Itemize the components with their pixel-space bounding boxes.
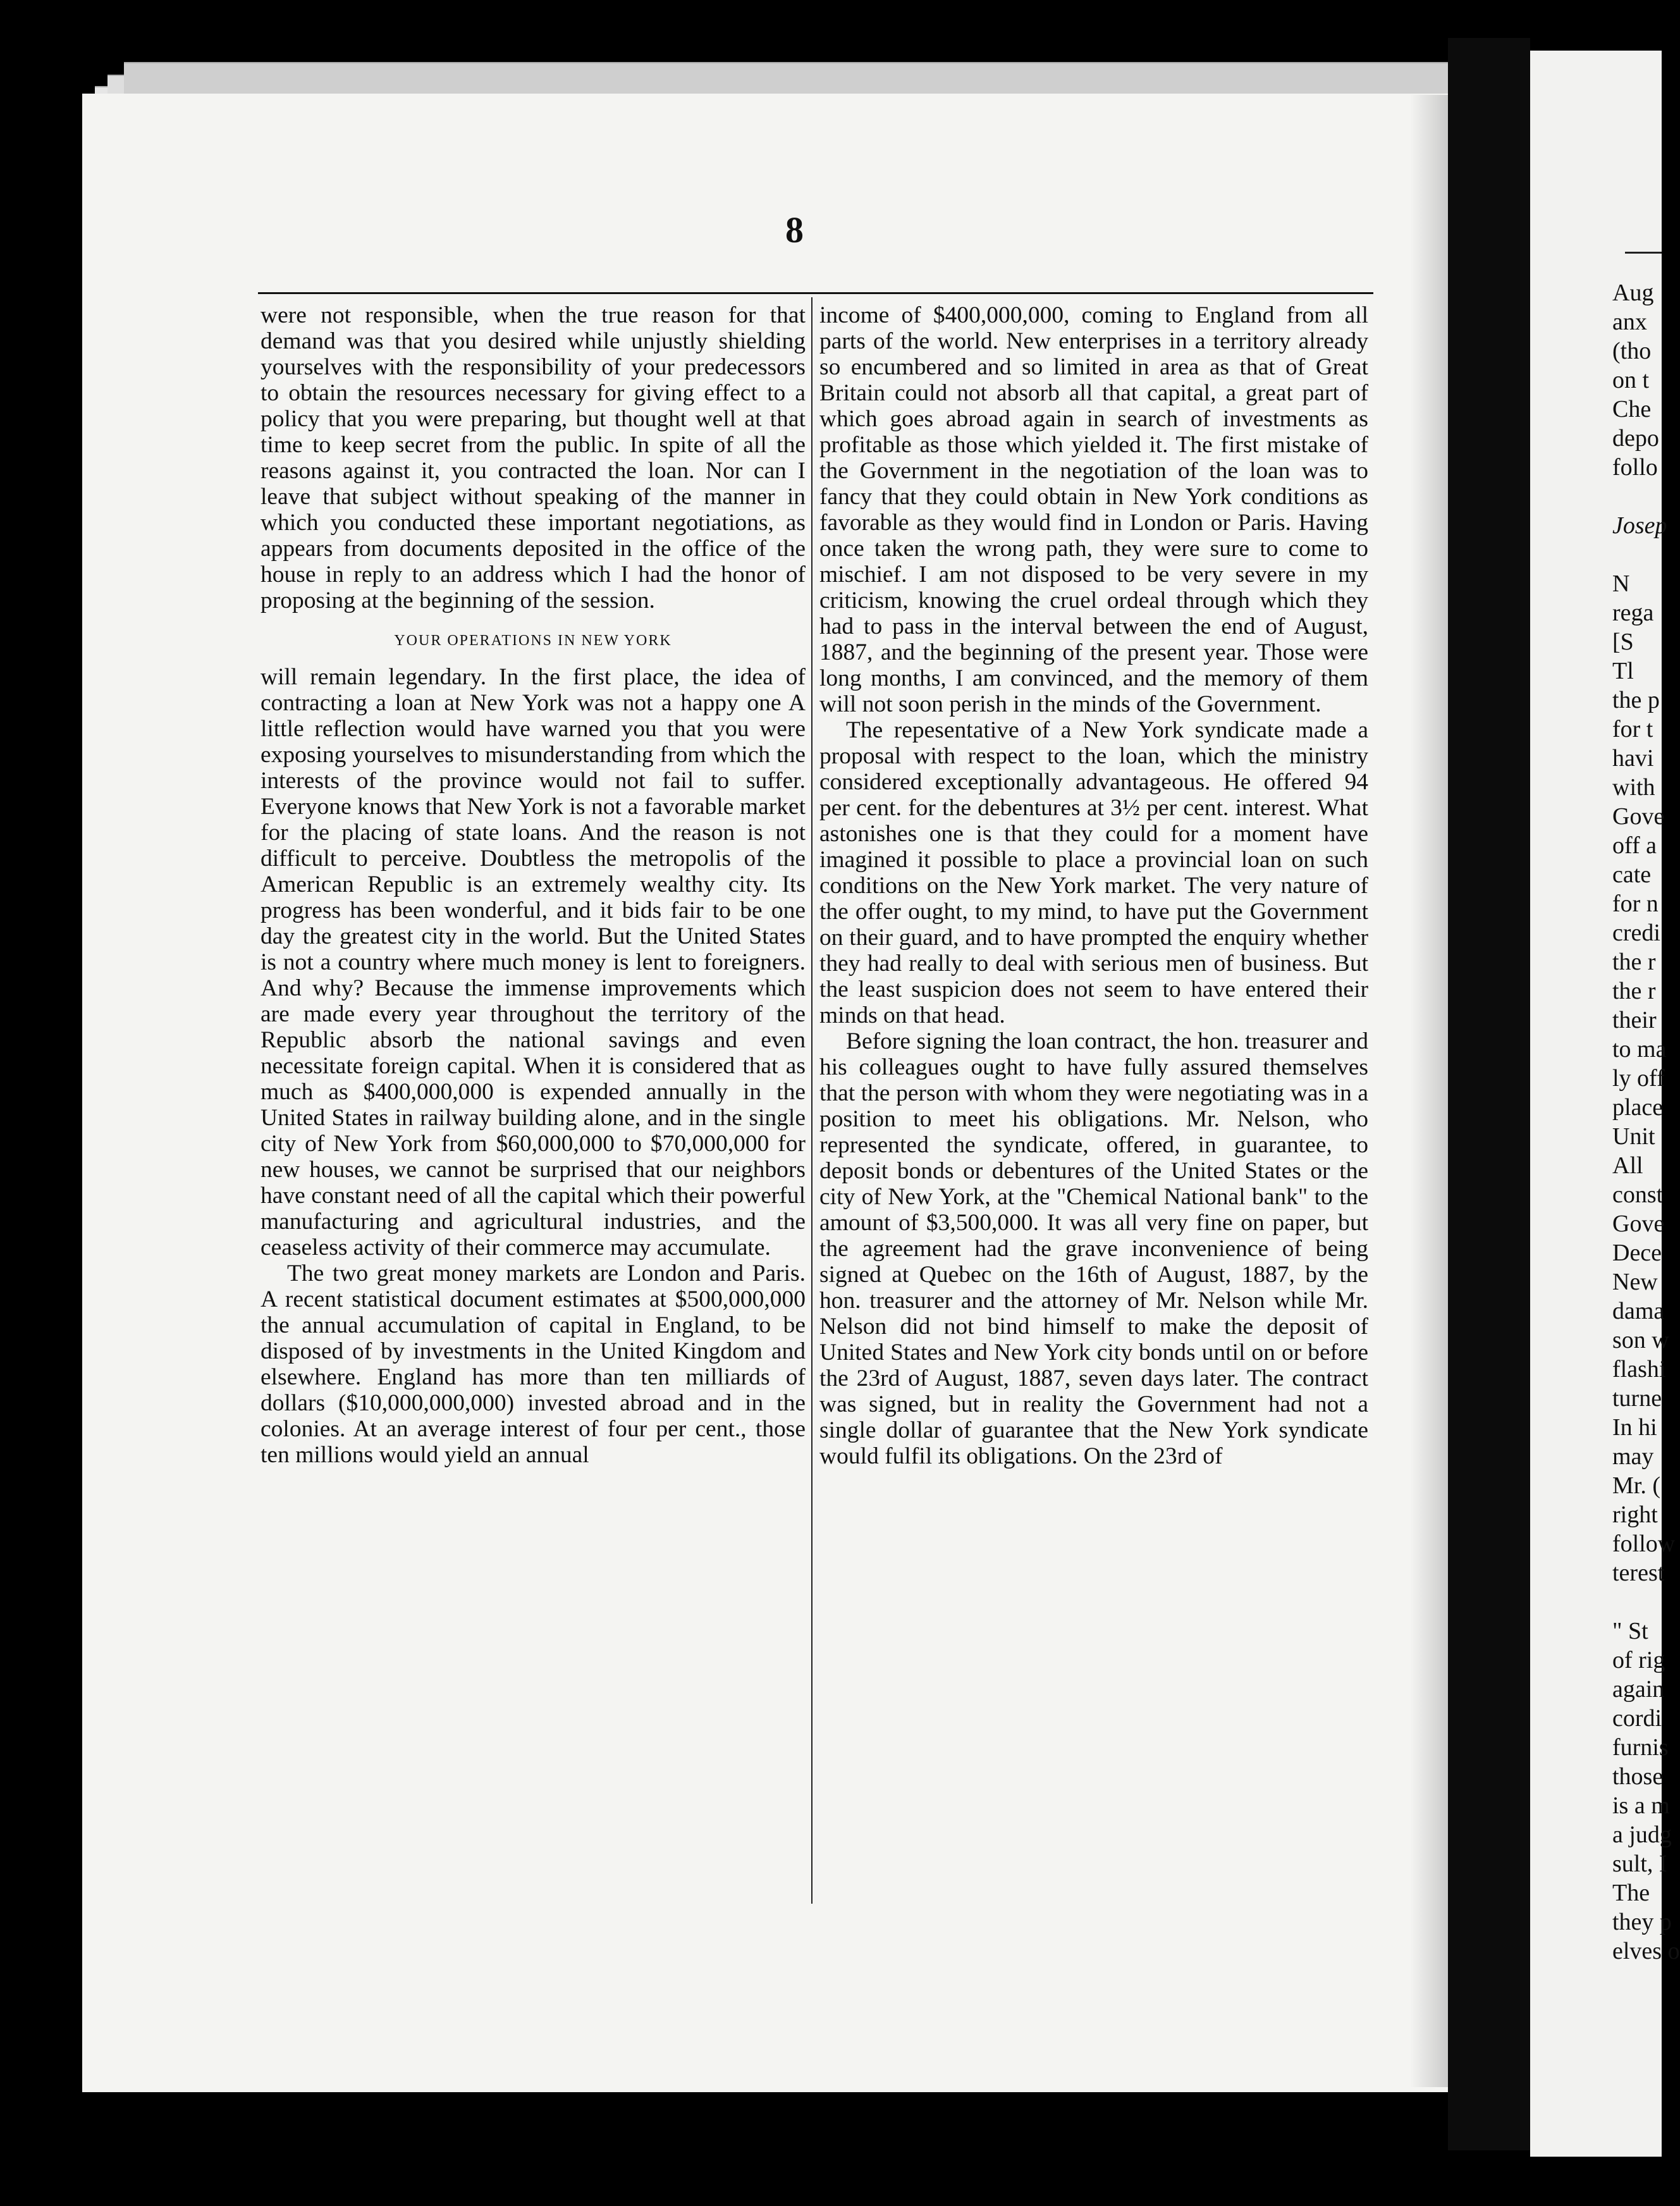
facing-page-line: elves o (1612, 1938, 1680, 1964)
facing-page-line: follo (1612, 454, 1658, 481)
facing-page-line: rega (1612, 600, 1654, 626)
paragraph: The two great money markets are London and Paris. A recent statistical document estimates at $500,000,000 the annual accumulation of capital in England, to be disposed of by investments in the United Kingdom and elsewhere. England has more than ten milliards of dollars ($10,000,000,000) invested abroad and in the colonies. At an average interest of four per cent., those ten millions would yield an annual (261, 1260, 806, 1468)
facing-page-line: New (1612, 1269, 1658, 1295)
facing-page-line: Tl (1612, 658, 1634, 684)
facing-page-line: anx (1612, 309, 1647, 335)
facing-page-line (1612, 540, 1662, 569)
page-number: 8 (785, 209, 804, 250)
facing-page-line: Unit (1612, 1123, 1655, 1150)
facing-page-line: cate (1612, 861, 1652, 888)
facing-page-line: the r (1612, 978, 1656, 1004)
facing-page-line: Dece (1612, 1240, 1662, 1266)
facing-page-line: depo (1612, 425, 1659, 452)
facing-page-line: again (1612, 1676, 1665, 1703)
facing-page-line: All (1612, 1152, 1643, 1179)
facing-page-line: The (1612, 1880, 1650, 1906)
facing-page-line: son w (1612, 1327, 1669, 1353)
facing-page-line: off a (1612, 832, 1657, 859)
facing-page-line: follow (1612, 1531, 1676, 1557)
facing-page-line: furnis (1612, 1734, 1669, 1761)
facing-page-line: turne (1612, 1385, 1662, 1412)
facing-page-line: the p (1612, 687, 1660, 713)
paragraph: Before signing the loan contract, the hon. treasurer and his colleagues ought to have fully assured themselves that the person with whom they were negotiating was in a position to meet his obligations. Mr. Nelson, who represented the syndicate, offered, in guarantee, to deposit bonds or debentures of the United States or the city of New York, at the "Chemical National bank" to the amount of $3,500,000. It was all very fine on paper, but the agreement had the grave inconvenience of being signed at Quebec on the 16th of August, 1887, by the hon. treasurer and the attorney of Mr. Nelson while Mr. Nelson did not bind himself to make the deposit of United States and New York city bonds until on or before the 23rd of August, 1887, seven days later. The contract was signed, but in reality the Government had not a single dollar of guarantee that the New York syndicate would fulfil its obligations. On the 23rd of (819, 1028, 1368, 1469)
facing-page-line: terest (1612, 1560, 1665, 1586)
facing-page-line: for t (1612, 716, 1653, 743)
facing-page-line: Aug (1612, 280, 1654, 306)
header-rule (258, 292, 1373, 294)
section-subheading: YOUR OPERATIONS IN NEW YORK (394, 632, 672, 649)
facing-page-line: Che (1612, 396, 1652, 422)
facing-page-line: Gove (1612, 803, 1665, 830)
facing-page-line: may (1612, 1443, 1654, 1470)
right-column (819, 302, 1368, 1469)
paragraph: were not responsible, when the true reason for that demand was that you desired while unjustly shielding yourselves with the responsibility of your predecessors to obtain the resources necessary for giving effect to a policy that you were preparing, but thought well at that time to keep secret from the public. In spite of all the reasons against it, you contracted the loan. Nor can I leave that subject without speaking of the manner in which you conducted these important negotiations, as appears from documents deposited in the office of the house in reply to an address which I had the honor of proposing at the beginning of the session. (261, 302, 806, 613)
facing-page-text (1612, 278, 1680, 1966)
facing-page-line: the r (1612, 949, 1656, 975)
facing-page-line: credi (1612, 920, 1660, 946)
facing-page-rule (1625, 252, 1662, 254)
paragraph: The repesentative of a New York syndicate made a proposal with respect to the loan, which the ministry considered exceptionally advantageous. He offered 94 per cent. for the debentures at 3½ per cent. interest. What astonishes one is that they could for a moment have imagined it possible to place a provincial loan on such conditions on the New York market. The very nature of the offer ought, to my mind, to have put the Government on their guard, and to have prompted the enquiry whether they had really to deal with serious men of business. But the least suspicion does not seem to have entered their minds on that head. (819, 717, 1368, 1028)
book-spine (1448, 38, 1530, 2150)
facing-page-line: those (1612, 1763, 1664, 1790)
facing-page-line: a judg (1612, 1821, 1672, 1848)
facing-page-line: dama (1612, 1298, 1665, 1324)
facing-page-line: " St (1612, 1618, 1648, 1644)
facing-page-line: havi (1612, 745, 1654, 772)
facing-page-line: of rig (1612, 1647, 1665, 1673)
facing-page-line: is a m (1612, 1792, 1670, 1819)
paragraph: income of $400,000,000, coming to England from all parts of the world. New enterprises in a territory already so encumbered and so limited in area as that of Great Britain could not absorb all that capital, a great part of which goes abroad again in search of investments as profitable as those which yielded it. The first mistake of the Government in the negotiation of the loan was to fancy that they could obtain in New York conditions as favorable as they would find in London or Paris. Having once taken the wrong path, they were sure to come to mischief. I am not disposed to be very severe in my criticism, knowing the cruel ordeal through which they had to pass in the interval between the end of August, 1887, and the beginning of the present year. Those were long months, I am convinced, and the memory of them will not soon perish in the minds of the Government. (819, 302, 1368, 717)
left-column (261, 302, 806, 1468)
facing-page-line: N (1612, 570, 1630, 597)
column-divider (811, 297, 812, 1904)
facing-page-line: place (1612, 1094, 1664, 1121)
facing-page-line: to ma (1612, 1036, 1667, 1063)
facing-page-line: they p (1612, 1909, 1672, 1935)
facing-page-line: with (1612, 774, 1655, 801)
paragraph: will remain legendary. In the first place, the idea of contracting a loan at New York was not a happy one A little reflection would have warned you that you were exposing yourselves to misunderstanding from which the interests of the province would not fail to suffer. Everyone knows that New York is not a favorable market for the placing of state loans. And the reason is not difficult to perceive. Doubtless the metropolis of the American Republic is an extremely wealthy city. Its progress has been wonderful, and it bids fair to be one day the greatest city in the world. But the United States is not a country where much money is lent to foreigners. And why? Because the immense improvements which are made every year throughout the territory of the Republic absorb the national savings and even necessitate foreign capital. When it is considered that as much as $400,000,000 is expended annually in the United States in railway building alone, and in the single city of New York from $60,000,000 to $70,000,000 for new houses, we cannot be surprised that our neighbors have constant need of all the capital which their powerful manufacturing and agricultural industries, and the ceaseless activity of their commerce may accumulate. (261, 664, 806, 1260)
facing-page-line: Mr. ( (1612, 1472, 1660, 1499)
facing-page-line: [S (1612, 629, 1634, 655)
facing-page-line: right (1612, 1501, 1658, 1528)
facing-page-line (1612, 1587, 1662, 1617)
facing-page-line: Gove (1612, 1211, 1665, 1237)
facing-page-line (1612, 482, 1662, 511)
facing-page-line: cordi (1612, 1705, 1662, 1732)
facing-page-line: flashi (1612, 1356, 1666, 1383)
facing-page-line: sult, I (1612, 1851, 1667, 1877)
facing-page-line: In hi (1612, 1414, 1657, 1441)
facing-page-line: ly off (1612, 1065, 1665, 1092)
facing-page-line: (tho (1612, 338, 1652, 364)
facing-page-line: Josep (1612, 512, 1667, 539)
facing-page-line: for n (1612, 890, 1659, 917)
facing-page-line: their (1612, 1007, 1657, 1033)
facing-page-line: on t (1612, 367, 1650, 393)
facing-page-line: const (1612, 1181, 1664, 1208)
